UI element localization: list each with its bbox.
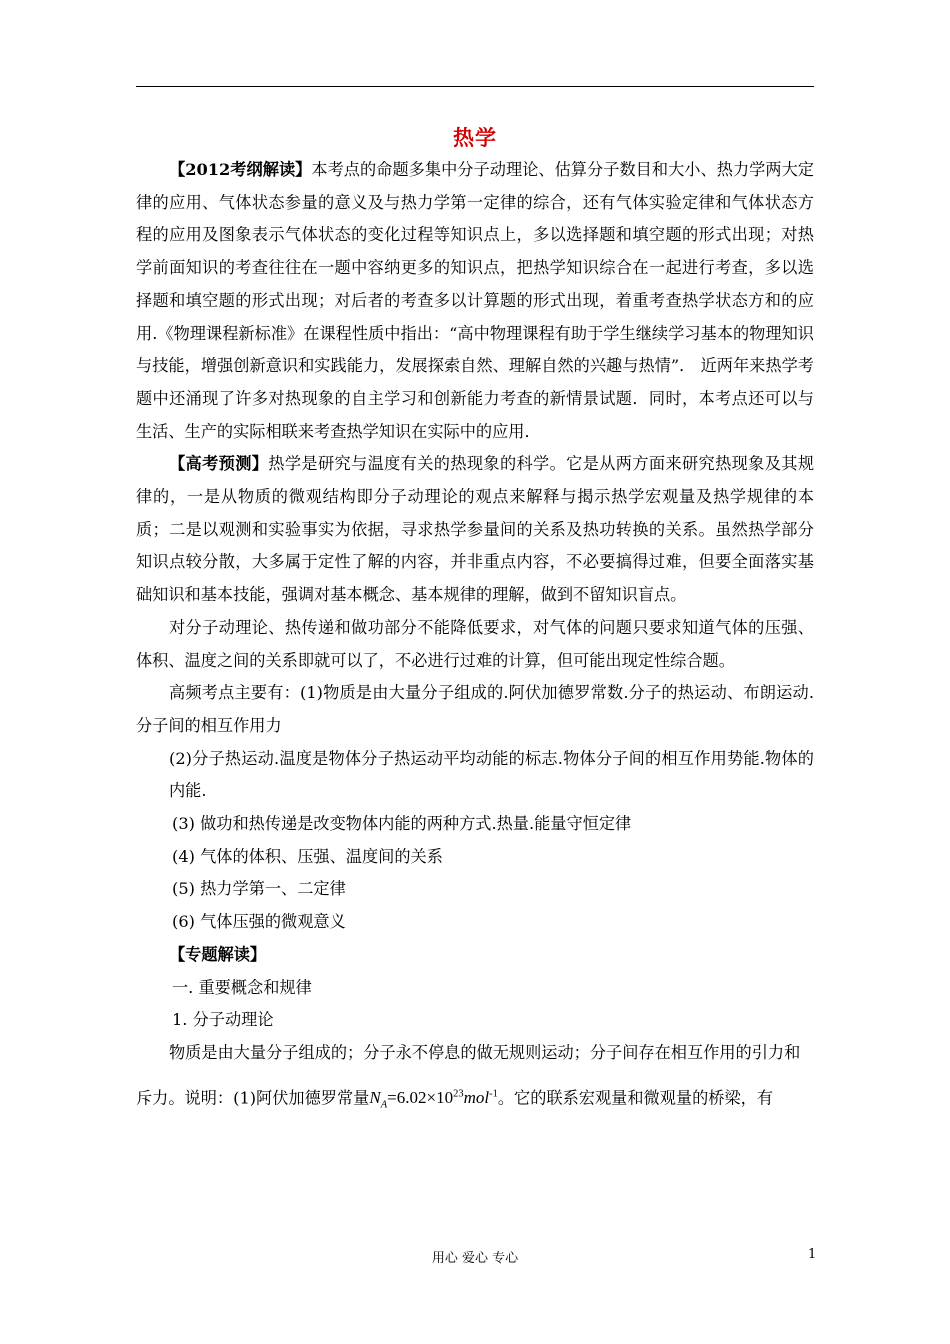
formula-exponent: 23 [453,1088,464,1100]
paragraph-forecast [136,448,814,612]
forecast-text: 热学是研究与温度有关的热现象的科学。它是从两方面来研究热现象及其规律的，一是从物质的微观结构即分子动理论的观点来解释与揭示热学宏观量及热学规律的本质；二是以观测和实验事实为依据，寻求热学参量间的关系及热功转换的关系。虽然热学部分知识点较分散，大多属于定性了解的内容，并非重点内容，不必要搞得过难，但要全面落实基础知识和基本技能，强调对基本概念、基本规律的理解，做到不留知识盲点。 [136,454,815,605]
paragraph-key-points: 高频考点主要有：(1)物质是由大量分子组成的.阿伏加德罗常数.分子的热运动、布朗运动.分子间的相互作用力 [136,683,814,735]
section-heading: 【专题解读】 [169,944,267,964]
formula-unit-exponent: -1 [489,1088,498,1100]
paragraph-exam-outline [136,154,814,448]
heading-kinetic-theory: 1. 分子动理论 [172,1010,274,1030]
page-number: 1 [808,1247,817,1262]
list-item: (5) 热力学第一、二定律 [172,879,346,899]
document-body [136,154,814,1124]
paragraph-molecules: 物质是由大量分子组成的；分子永不停息的做无规则运动；分子间存在相互作用的引力和 [169,1042,801,1062]
formula-value: =6.02 [387,1088,427,1108]
label-forecast: 【高考预测】 [169,454,269,474]
footer-slogan: 用心 爱心 专心 [431,1251,519,1266]
formula-subscript: A [380,1099,388,1111]
heading-concepts: 一. 重要概念和规律 [172,977,312,997]
label-exam-outline: 【2012考纲解读】 [169,160,312,179]
avogadro-formula [369,1088,498,1111]
header-rule [136,86,814,87]
paragraph-avogadro [136,1070,814,1124]
list-item: (3) 做功和热传递是改变物体内能的两种方式.热量.能量守恒定律 [172,814,632,834]
paragraph-key-point-2: (2)分子热运动.温度是物体分子热运动平均动能的标志.物体分子间的相互作用势能.物体的内能. [169,748,814,801]
formula-unit: mol [463,1088,490,1108]
paragraph-requirements: 对分子动理论、热传递和做功部分不能降低要求，对气体的问题只要求知道气体的压强、体积、温度之间的关系即就可以了，不必进行过难的计算，但可能出现定性综合题。 [136,617,814,670]
formula-symbol: N [369,1088,381,1108]
avogadro-suffix: 。它的联系宏观量和微观量的桥梁，有 [497,1088,774,1108]
formula-times: ×10 [426,1088,454,1108]
list-item: (4) 气体的体积、压强、温度间的关系 [172,846,443,866]
avogadro-prefix: 斥力。说明：(1)阿伏加德罗常量 [136,1088,370,1108]
list-item: (6) 气体压强的微观意义 [172,912,346,932]
page-title: 热学 [453,125,497,150]
exam-outline-text: 本考点的命题多集中分子动理论、估算分子数目和大小、热力学两大定律的应用、气体状态参量的意义及与热力学第一定律的综合，还有气体实验定律和气体状态方程的应用及图象表示气体状态的变化过程等知识点上，多以选择题和填空题的形式出现；对热学前面知识的考查往往在一题中容纳更多的知识点，把热学知识综合在一起进行考查，多以选择题和填空题的形式出现；对后者的考查多以计算题的形式出现，着重考查热学状态方和的应用.《物理课程新标准》在课程性质中指出：“高中物理课程有助于学生继续学习基本的物理知识与技能，增强创新意识和实践能力，发展探索自然、理解自然的兴趣与热情”． 近两年来热学考题中还涌现了许多对热现象的自主学习和创新能力考查的新情景试题．同时，本考点还可以与生活、生产的实际相联来考查热学知识在实际中的应用． [136,160,814,441]
